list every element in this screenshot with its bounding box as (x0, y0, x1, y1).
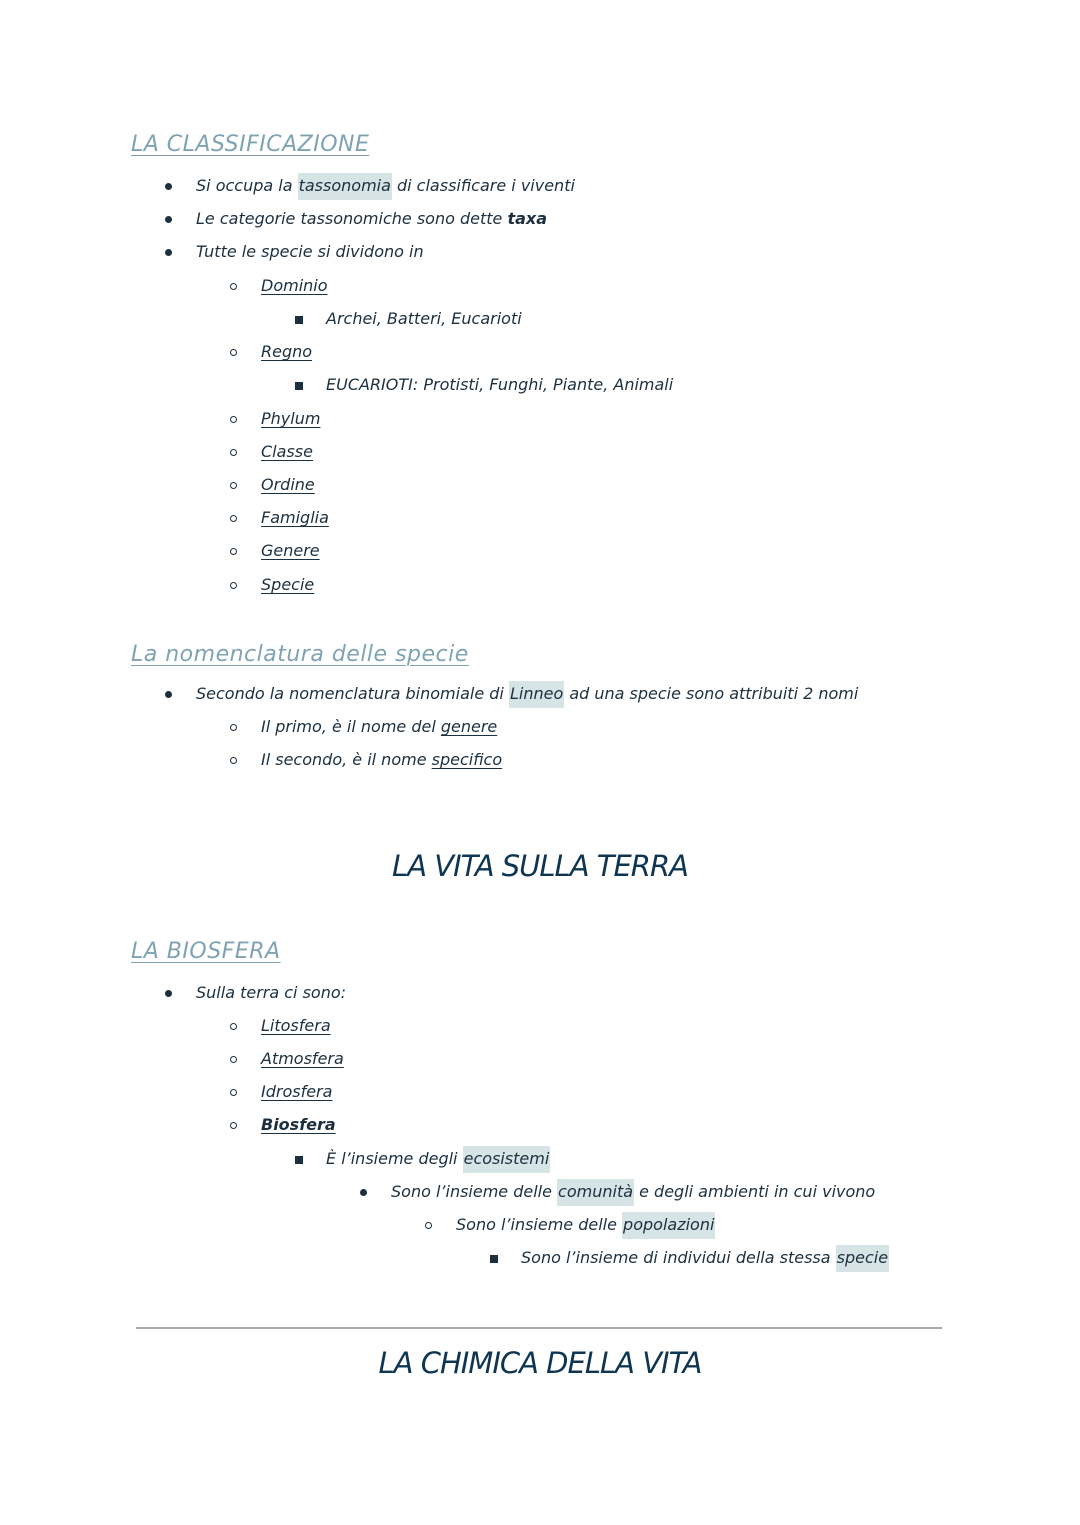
list-item (196, 683, 858, 705)
taxon-famiglia: Famiglia (261, 508, 329, 527)
taxon-regno: Regno (261, 342, 313, 361)
bullet-dot (360, 1189, 367, 1196)
list-item (456, 1214, 715, 1236)
list-item (521, 1247, 889, 1269)
bullet-circle (230, 582, 237, 589)
item-text: Secondo la nomenclatura binomiale di (196, 684, 509, 703)
highlight-tassonomia: tassonomia (298, 173, 392, 200)
bullet-circle (230, 724, 237, 731)
taxon-dominio: Dominio (261, 276, 328, 295)
page-title-chimica-della-vita: LA CHIMICA DELLA VITA (378, 1346, 702, 1380)
page-title-vita-sulla-terra: LA VITA SULLA TERRA (392, 849, 688, 883)
list-item (261, 716, 497, 738)
highlight-popolazioni: popolazioni (622, 1212, 715, 1239)
bullet-dot (165, 990, 172, 997)
bullet-dot (165, 183, 172, 190)
bullet-circle (230, 416, 237, 423)
bullet-circle (230, 757, 237, 764)
bullet-square (295, 382, 303, 390)
section-heading-biosfera: LA BIOSFERA (131, 939, 281, 964)
item-text: di classificare i viventi (391, 176, 575, 195)
taxon-classe: Classe (261, 442, 313, 461)
sphere-atmosfera: Atmosfera (261, 1049, 344, 1068)
item-text: Sono l’insieme delle (456, 1215, 623, 1234)
bullet-circle (230, 449, 237, 456)
section-heading-classificazione: LA CLASSIFICAZIONE (131, 132, 370, 157)
item-text: Si occupa la (196, 176, 298, 195)
taxon-genere: Genere (261, 541, 320, 560)
sphere-idrosfera: Idrosfera (261, 1082, 333, 1101)
bullet-dot (165, 691, 172, 698)
list-item (196, 175, 575, 197)
sphere-biosfera: Biosfera (261, 1115, 336, 1134)
taxon-phylum: Phylum (261, 409, 321, 428)
bullet-square (490, 1255, 498, 1263)
bullet-dot (165, 216, 172, 223)
item-text: Il secondo, è il nome (261, 750, 432, 769)
item-text: Le categorie tassonomiche sono dette (196, 209, 508, 228)
bullet-square (295, 1156, 303, 1164)
highlight-linneo: Linneo (509, 681, 564, 708)
item-text: Sono l’insieme delle (391, 1182, 558, 1201)
bullet-circle (425, 1222, 432, 1229)
underlined-genere: genere (440, 717, 498, 736)
bullet-circle (230, 482, 237, 489)
bullet-circle (230, 548, 237, 555)
highlight-ecosistemi: ecosistemi (463, 1146, 551, 1173)
horizontal-divider (136, 1327, 942, 1329)
bullet-circle (230, 349, 237, 356)
sub-item-regni: EUCARIOTI: Protisti, Funghi, Piante, Animali (326, 375, 674, 394)
highlight-specie: specie (836, 1245, 889, 1272)
list-item (326, 1148, 550, 1170)
sphere-litosfera: Litosfera (261, 1016, 331, 1035)
list-item: Sulla terra ci sono: (196, 983, 347, 1002)
bullet-circle (230, 1023, 237, 1030)
highlight-comunita: comunità (557, 1179, 634, 1206)
item-text: ad una specie sono attribuiti 2 nomi (564, 684, 859, 703)
underlined-specifico: specifico (431, 750, 503, 769)
taxon-specie: Specie (261, 575, 315, 594)
item-text: È l’insieme degli (326, 1149, 463, 1168)
bullet-circle (230, 515, 237, 522)
bullet-circle (230, 283, 237, 290)
bullet-circle (230, 1122, 237, 1129)
bold-taxa: taxa (507, 209, 548, 228)
list-item (196, 208, 547, 230)
taxon-ordine: Ordine (261, 475, 315, 494)
bullet-circle (230, 1056, 237, 1063)
list-item (261, 749, 502, 771)
bullet-circle (230, 1089, 237, 1096)
list-item: Tutte le specie si dividono in (196, 242, 424, 261)
item-text: Sono l’insieme di individui della stessa (521, 1248, 836, 1267)
item-text: Il primo, è il nome del (261, 717, 441, 736)
bullet-dot (165, 249, 172, 256)
item-text: e degli ambienti in cui vivono (634, 1182, 876, 1201)
list-item (391, 1181, 875, 1203)
section-heading-nomenclatura: La nomenclatura delle specie (131, 642, 469, 667)
bullet-square (295, 316, 303, 324)
sub-item-domini: Archei, Batteri, Eucarioti (326, 309, 522, 328)
